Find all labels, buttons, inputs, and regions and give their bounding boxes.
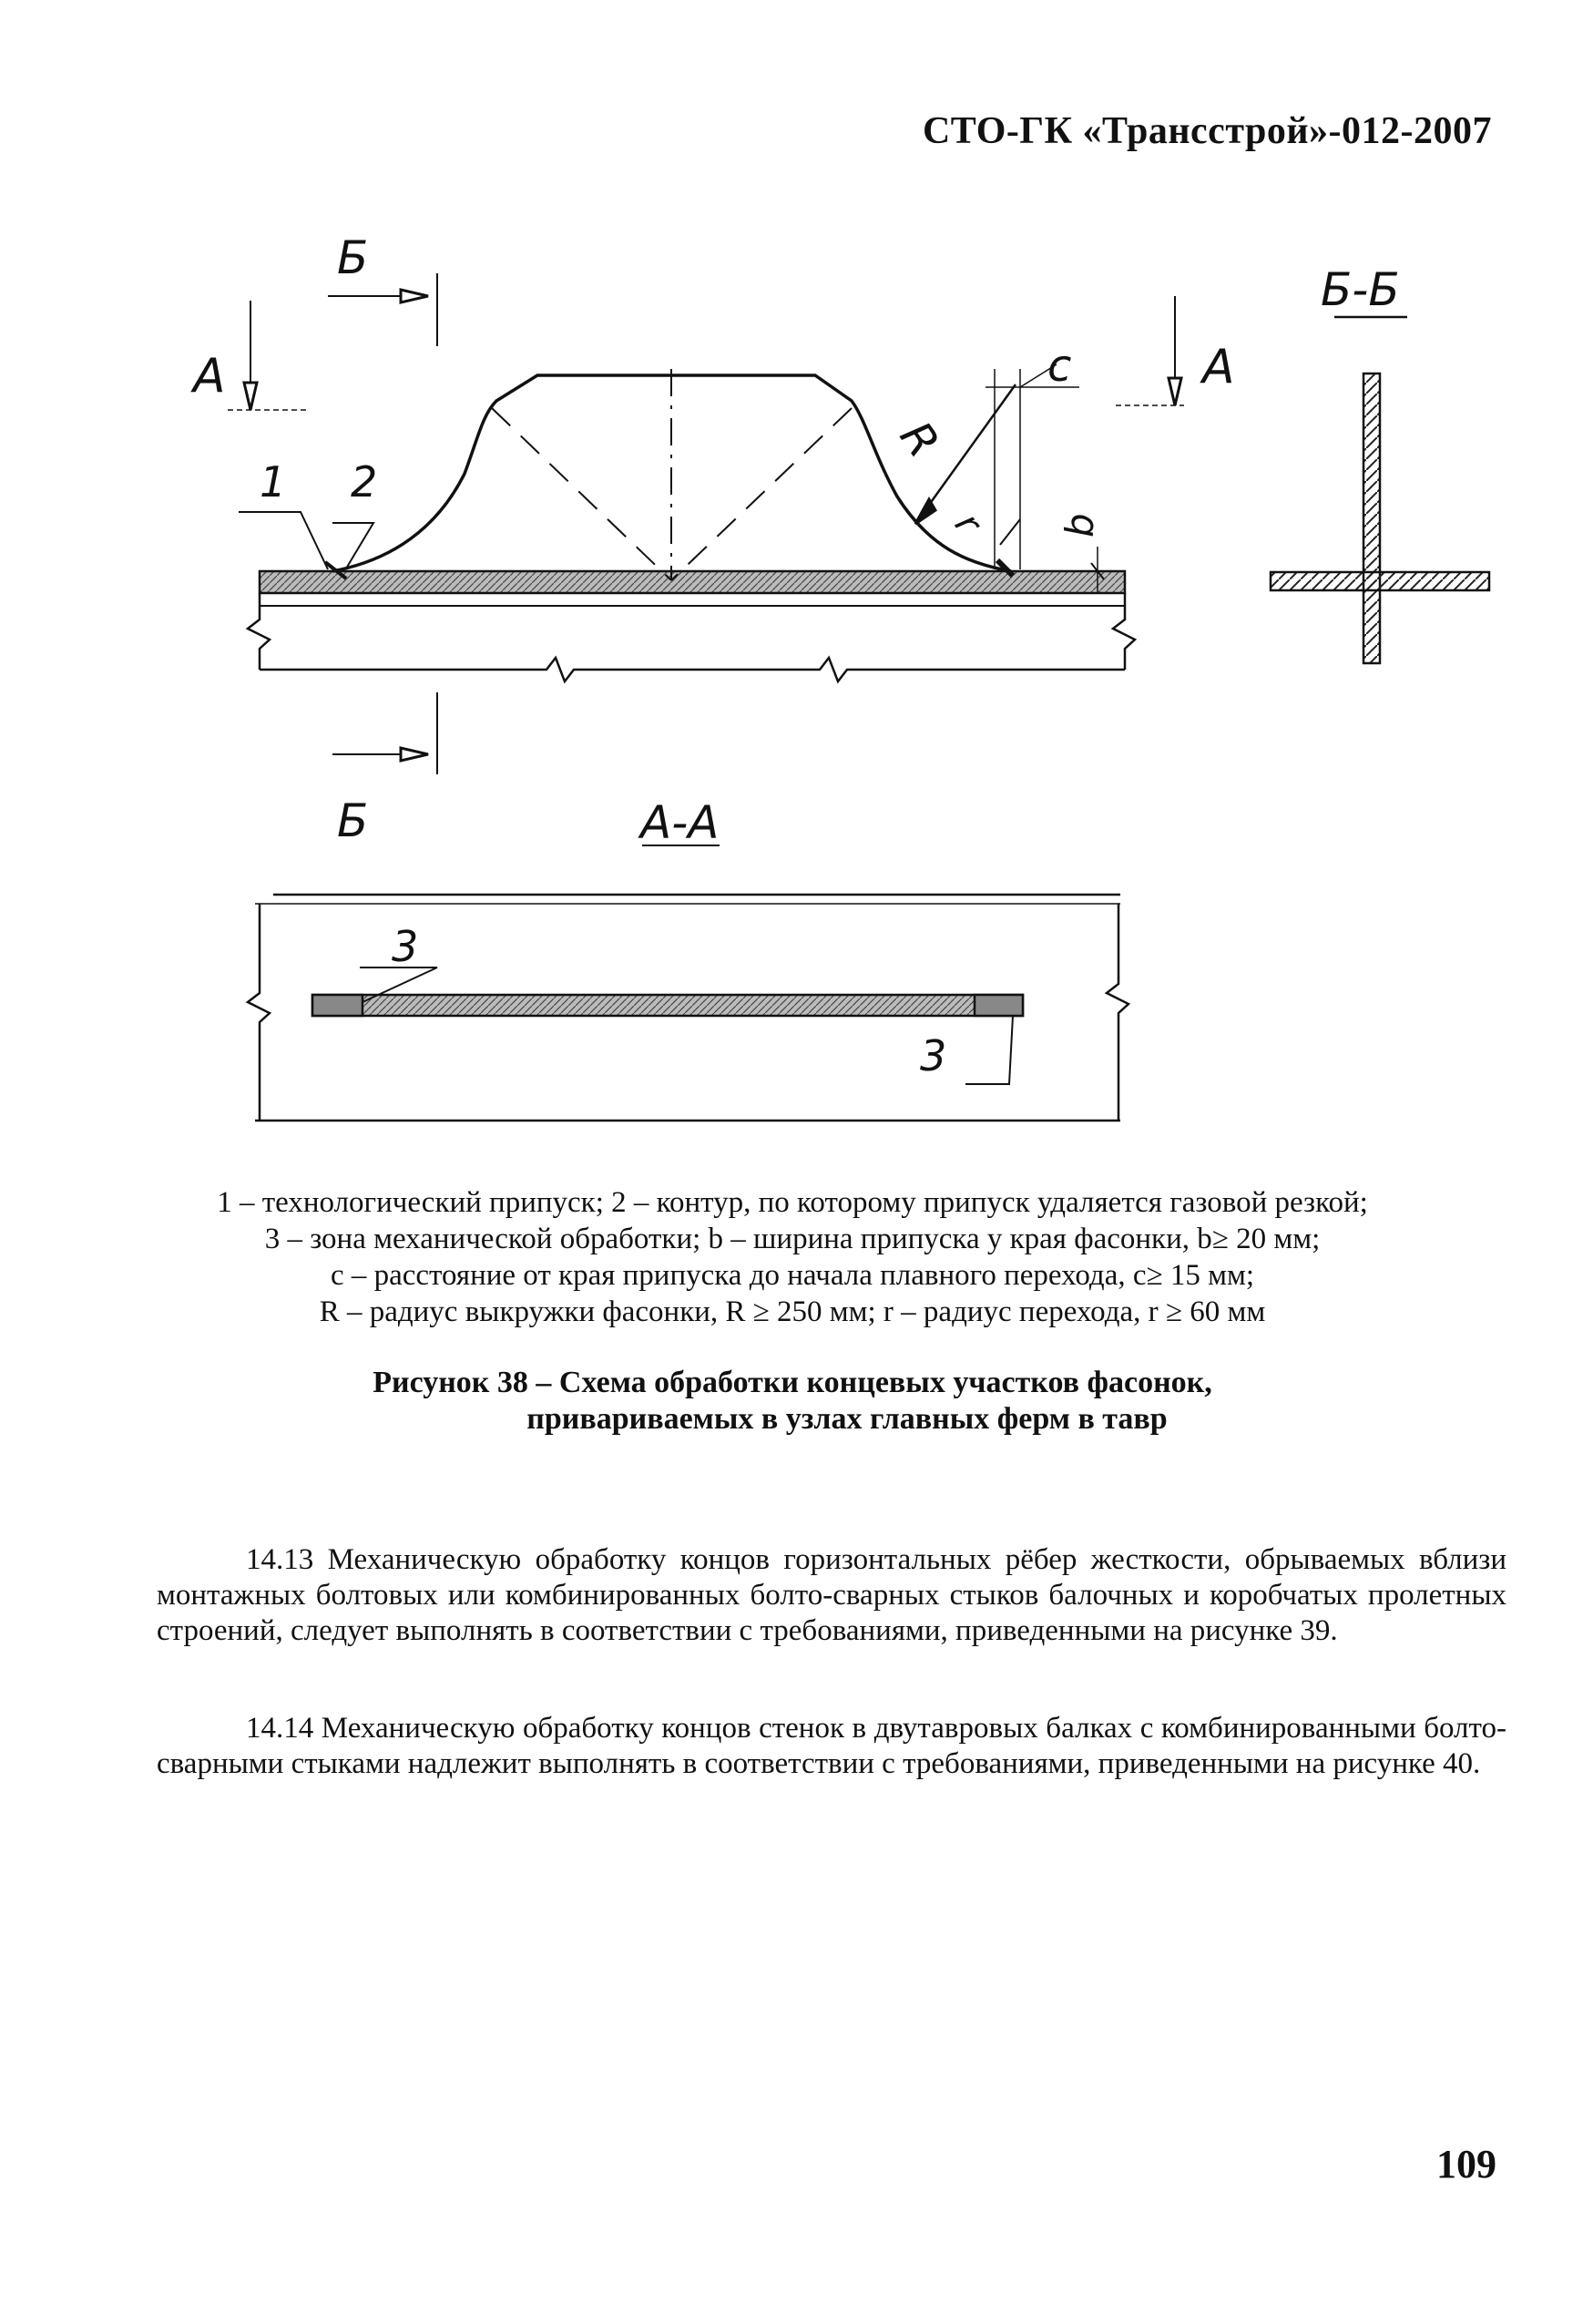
technical-drawing	[0, 0, 1583, 1148]
label-section-b-top: Б	[337, 231, 369, 284]
label-dim-b: b	[1057, 513, 1102, 537]
label-num-3-b: 3	[920, 1031, 947, 1080]
label-section-b-bottom: Б	[337, 794, 369, 847]
label-view-aa: А-А	[640, 796, 720, 849]
view-aa	[248, 845, 1129, 1121]
label-dim-c: c	[1047, 341, 1072, 392]
label-view-a-right: А	[1202, 340, 1235, 394]
legend-line-1: 1 – технологический припуск; 2 – контур, по которому припуск удаляется газовой резкой;	[217, 1186, 1368, 1219]
figure-title-line-2: привариваемых в узлах главных ферм в тавр	[526, 1402, 1168, 1436]
label-section-bb: Б-Б	[1321, 263, 1400, 316]
main-elevation-view	[228, 273, 1184, 774]
legend-line-4: R – радиус выкружки фасонки, R ≥ 250 мм; r – радиус перехода, r ≥ 60 мм	[319, 1295, 1266, 1328]
paragraph-14-13: 14.13 Механическую обработку концов горизонтальных рёбер жесткости, обрываемых вблизи монтажных болтовых или комбинированных болто-сварных стыков балочных и коробчатых пролетных строений, следует выполнять в соответствии с требованиями, приведенными на рисунке 39.	[157, 1543, 1506, 1647]
label-num-1: 1	[260, 457, 287, 507]
section-web	[1363, 374, 1380, 663]
section-bb-view	[1271, 317, 1489, 663]
flange-plate	[260, 571, 1125, 593]
section-flange	[1271, 572, 1489, 590]
label-dim-r: r	[945, 505, 989, 542]
document-code-header: СТО-ГК «Трансстрой»-012-2007	[922, 110, 1492, 152]
figure-legend	[182, 1184, 1403, 1330]
legend-line-3: c – расстояние от края припуска до начала плавного перехода, c≥ 15 мм;	[330, 1259, 1255, 1292]
label-view-a-left: А	[193, 349, 226, 404]
legend-line-2: 3 – зона механической обработки; b – ширина припуска у края фасонки, b≥ 20 мм;	[264, 1223, 1321, 1255]
page-number: 109	[1436, 2142, 1496, 2186]
leader-1	[239, 512, 328, 569]
figure-title-line-1: Рисунок 38 – Схема обработки концевых участков фасонок,	[373, 1366, 1212, 1399]
label-num-3-a: 3	[392, 922, 419, 971]
paragraph-14-14: 14.14 Механическую обработку концов стенок в двутавровых балках с комбинированными болто-сварными стыками надлежит выполнять в соответствии с требованиями, приведенными на рисунке 40.	[157, 1712, 1506, 1780]
figure-title	[182, 1365, 1403, 1438]
leader-3b	[965, 1016, 1013, 1084]
label-num-2: 2	[351, 457, 378, 507]
label-dim-R: R	[889, 412, 949, 467]
aa-plate	[312, 995, 1023, 1016]
